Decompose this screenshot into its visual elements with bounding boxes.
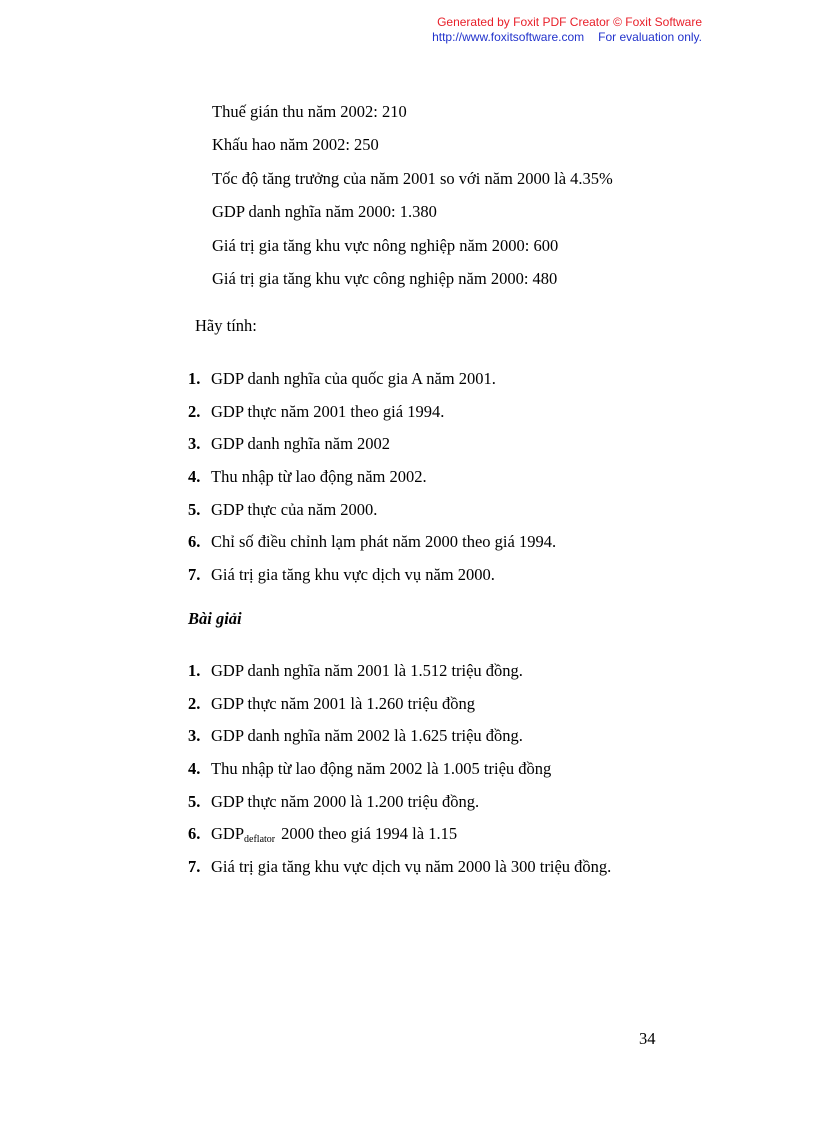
question-item	[188, 428, 556, 461]
question-number: 6.	[188, 532, 201, 552]
answer-item	[188, 818, 611, 851]
solution-heading: Bài giải	[188, 609, 242, 628]
answer-text: GDP danh nghĩa năm 2002 là 1.625 triệu đồng.	[211, 726, 523, 746]
question-text: GDP thực năm 2001 theo giá 1994.	[211, 401, 445, 421]
given-data-list	[212, 95, 613, 295]
question-number: 1.	[188, 369, 201, 388]
question-number: 7.	[188, 565, 201, 585]
answer-text: GDP thực năm 2001 là 1.260 triệu đồng	[211, 693, 476, 713]
question-text: GDP thực của năm 2000.	[211, 499, 378, 519]
question-item	[188, 396, 556, 429]
answer-number: 5.	[188, 791, 201, 811]
given-item: Tốc độ tăng trưởng của năm 2001 so với năm 2000 là 4.35%	[212, 168, 613, 188]
question-text: GDP danh nghĩa năm 2002	[211, 434, 391, 454]
answer-item	[188, 688, 611, 721]
question-item	[188, 461, 556, 494]
answer-item	[188, 851, 611, 884]
answer-text: GDP thực năm 2000 là 1.200 triệu đồng.	[211, 791, 480, 811]
watermark-note: For evaluation only.	[598, 30, 702, 44]
question-number: 2.	[188, 401, 201, 421]
answer-text: 2000 theo giá 1994 là 1.15	[281, 824, 458, 844]
question-item	[188, 526, 556, 559]
question-item	[188, 494, 556, 527]
page-number: 34	[639, 1029, 656, 1048]
watermark-line-2	[432, 30, 702, 45]
question-text: Giá trị gia tăng khu vực dịch vụ năm 2000.	[211, 565, 495, 585]
question-text: GDP danh nghĩa của quốc gia A năm 2001.	[211, 369, 496, 388]
answer-number: 6.	[188, 824, 201, 844]
question-number: 3.	[188, 434, 201, 454]
question-list	[188, 363, 556, 592]
given-item: Giá trị gia tăng khu vực công nghiệp năm 2000: 480	[212, 268, 558, 288]
answer-number: 7.	[188, 857, 201, 877]
answer-number: 4.	[188, 759, 201, 779]
answer-text: Giá trị gia tăng khu vực dịch vụ năm 2000 là 300 triệu đồng.	[211, 857, 612, 877]
foxit-watermark	[432, 15, 702, 45]
deflator-subscript: deflator	[244, 834, 276, 846]
question-text: Thu nhập từ lao động năm 2002.	[211, 467, 427, 487]
given-item: GDP danh nghĩa năm 2000: 1.380	[212, 202, 437, 222]
question-item	[188, 559, 556, 592]
task-prompt: Hãy tính:	[195, 316, 257, 335]
question-item	[188, 363, 556, 396]
answer-list	[188, 655, 611, 884]
answer-item	[188, 786, 611, 819]
given-item: Khấu hao năm 2002: 250	[212, 135, 379, 155]
given-item: Giá trị gia tăng khu vực nông nghiệp năm 2000: 600	[212, 235, 559, 255]
watermark-line-1: Generated by Foxit PDF Creator © Foxit Software	[437, 15, 702, 29]
question-number: 5.	[188, 499, 201, 519]
answer-number: 3.	[188, 726, 201, 746]
answer-text: Thu nhập từ lao động năm 2002 là 1.005 triệu đồng	[211, 759, 552, 779]
answer-item	[188, 655, 611, 688]
answer-number: 2.	[188, 693, 201, 713]
answer-item	[188, 753, 611, 786]
question-text: Chỉ số điều chỉnh lạm phát năm 2000 theo giá 1994.	[211, 532, 557, 552]
question-number: 4.	[188, 467, 201, 487]
answer-number: 1.	[188, 661, 201, 680]
gdp-prefix: GDP	[211, 824, 245, 844]
given-item: Thuế gián thu năm 2002: 210	[212, 102, 407, 121]
answer-item	[188, 720, 611, 753]
watermark-url: http://www.foxitsoftware.com	[432, 30, 585, 44]
answer-text: GDP danh nghĩa năm 2001 là 1.512 triệu đồng.	[211, 661, 523, 680]
